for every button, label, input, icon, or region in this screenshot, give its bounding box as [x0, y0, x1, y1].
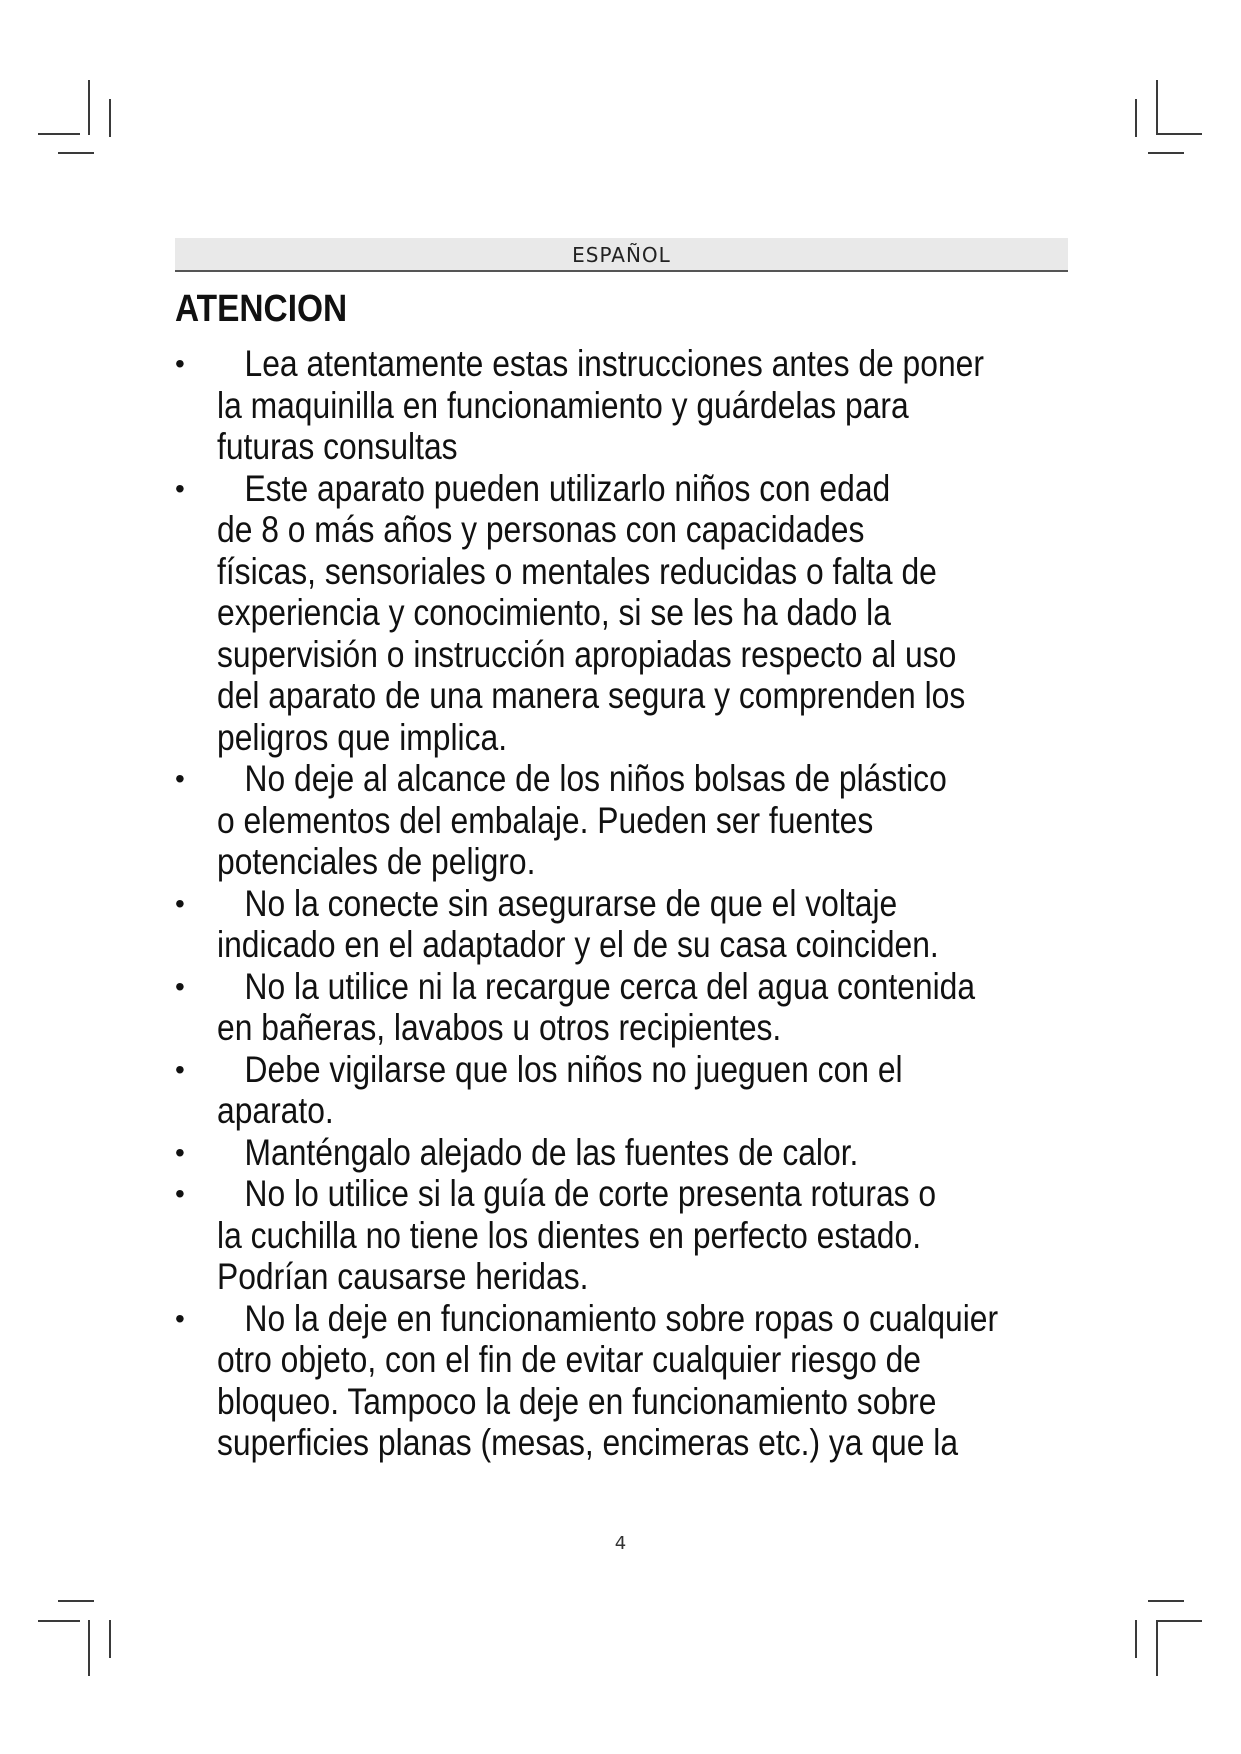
bullet-icon: • — [175, 1178, 185, 1209]
list-item-line: potenciales de peligro. — [217, 841, 536, 882]
list-item-line: Debe vigilarse que los niños no jueguen con el — [244, 1048, 903, 1090]
language-header — [175, 238, 1068, 272]
crop-mark — [1156, 1620, 1158, 1676]
list-item — [175, 966, 1175, 1049]
list-item — [175, 1049, 1175, 1132]
bullet-icon: • — [175, 1136, 185, 1168]
crop-mark — [1148, 1600, 1184, 1602]
crop-mark — [88, 80, 90, 135]
page-title: ATENCION — [175, 288, 348, 330]
list-item-line: otro objeto, con el fin de evitar cualquier riesgo de — [217, 1339, 922, 1380]
list-item-line: experiencia y conocimiento, si se les ha dado la — [217, 592, 891, 633]
warning-list — [175, 343, 1175, 1464]
list-item — [175, 343, 1175, 468]
list-item-line: Lea atentamente estas instrucciones antes de poner — [244, 343, 984, 384]
list-item — [175, 758, 1175, 883]
crop-mark — [58, 1600, 94, 1602]
list-item-line: en bañeras, lavabos u otros recipientes. — [217, 1007, 782, 1048]
bullet-icon: • — [175, 472, 185, 504]
crop-mark — [58, 152, 94, 154]
list-item-line: No deje al alcance de los niños bolsas de plástico — [244, 758, 947, 799]
list-item-line: indicado en el adaptador y el de su casa coinciden. — [217, 924, 939, 965]
crop-mark — [109, 99, 111, 137]
crop-mark — [1156, 80, 1158, 135]
bullet-icon: • — [175, 763, 185, 794]
list-item-line: No la conecte sin asegurarse de que el voltaje — [244, 882, 898, 924]
list-item-line: del aparato de una manera segura y comprenden los — [217, 675, 966, 716]
bullet-icon: • — [175, 887, 185, 919]
bullet-icon: • — [175, 348, 185, 379]
bullet-icon: • — [175, 1302, 185, 1334]
list-item — [175, 1173, 1175, 1298]
list-item — [175, 883, 1175, 966]
crop-mark — [1158, 1620, 1202, 1622]
crop-mark — [1135, 99, 1137, 137]
crop-mark — [1148, 152, 1184, 154]
crop-mark — [38, 1620, 80, 1622]
list-item — [175, 468, 1175, 759]
list-item — [175, 1132, 1175, 1174]
list-item — [175, 1298, 1175, 1464]
crop-mark — [38, 133, 80, 135]
crop-mark — [109, 1620, 111, 1658]
bullet-icon: • — [175, 970, 185, 1002]
list-item-line: aparato. — [217, 1090, 334, 1131]
crop-mark — [88, 1620, 90, 1676]
bullet-icon: • — [175, 1053, 185, 1085]
list-item-line: peligros que implica. — [217, 716, 508, 758]
list-item-line: No la utilice ni la recargue cerca del agua contenida — [244, 965, 976, 1007]
list-item-line: No lo utilice si la guía de corte presenta roturas o — [244, 1173, 937, 1214]
list-item-line: superficies planas (mesas, encimeras etc.) ya que la — [217, 1422, 959, 1463]
list-item-line: físicas, sensoriales o mentales reducidas o falta de — [217, 550, 937, 592]
page-number: 4 — [614, 1533, 627, 1554]
list-item-line: No la deje en funcionamiento sobre ropas o cualquier — [244, 1297, 999, 1339]
list-item-line: de 8 o más años y personas con capacidades — [217, 509, 865, 550]
crop-mark — [1135, 1620, 1137, 1658]
list-item-line: Manténgalo alejado de las fuentes de calor. — [244, 1131, 859, 1173]
list-item-line: bloqueo. Tampoco la deje en funcionamiento sobre — [217, 1380, 937, 1422]
list-item-line: futuras consultas — [217, 426, 458, 467]
list-item-line: supervisión o instrucción apropiadas respecto al uso — [217, 633, 957, 675]
language-label: ESPAÑOL — [572, 243, 671, 267]
list-item-line: Podrían causarse heridas. — [217, 1256, 589, 1297]
list-item-line: la maquinilla en funcionamiento y guárdelas para — [217, 384, 909, 426]
list-item-line: o elementos del embalaje. Pueden ser fuentes — [217, 799, 874, 841]
crop-mark — [1158, 133, 1202, 135]
list-item-line: la cuchilla no tiene los dientes en perfecto estado. — [217, 1214, 922, 1256]
list-item-line: Este aparato pueden utilizarlo niños con edad — [244, 467, 891, 509]
